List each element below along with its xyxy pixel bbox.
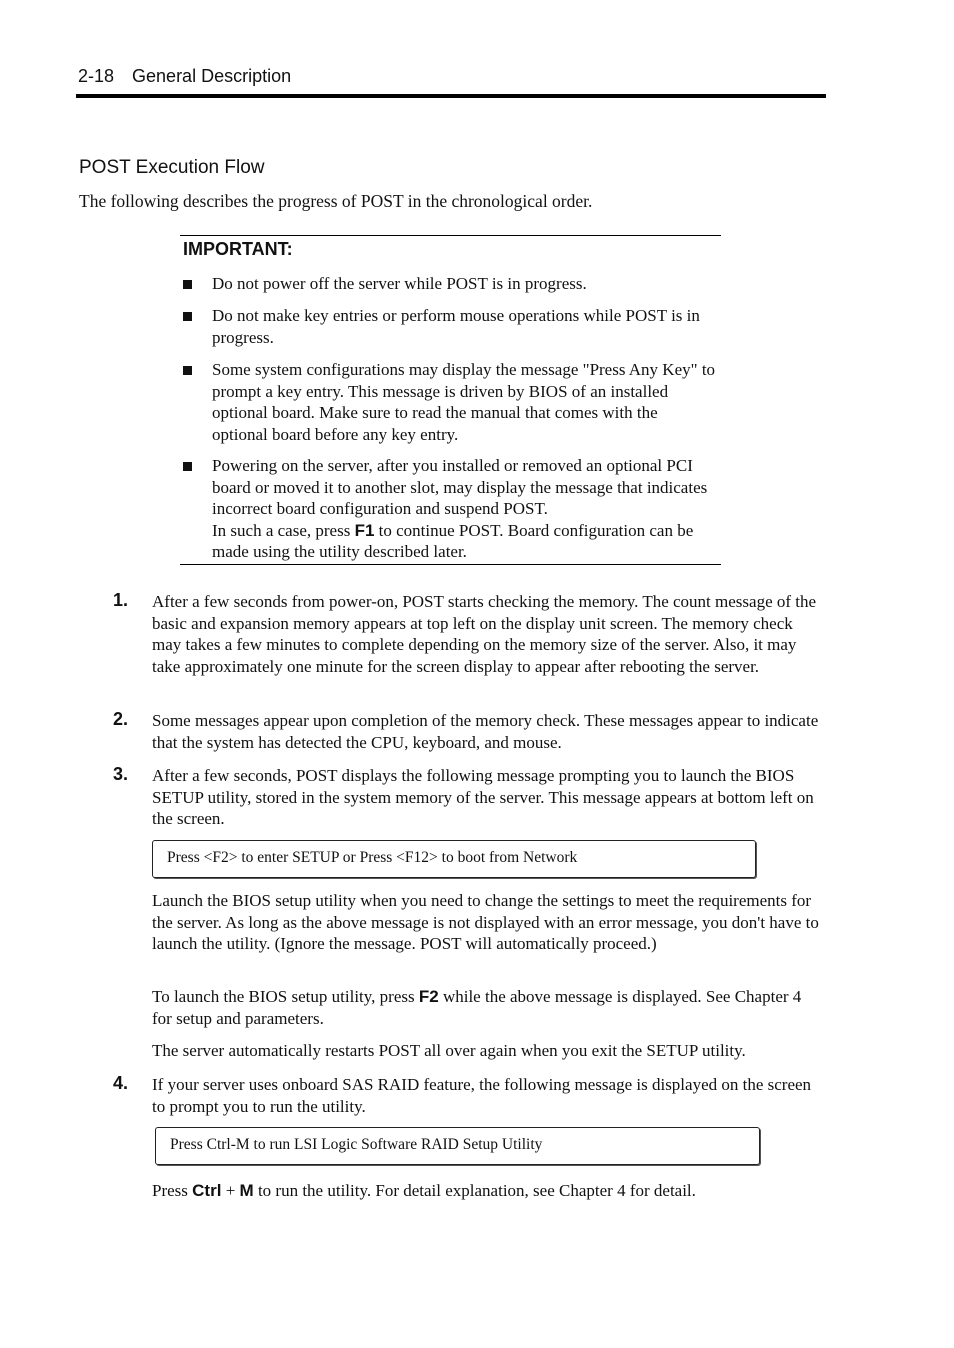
step-text: If your server uses onboard SAS RAID feature, the following message is displayed on the screen to prompt you to run the utility. [152, 1075, 812, 1116]
bullet-square-icon [183, 312, 192, 321]
section-title: POST Execution Flow [79, 157, 265, 178]
step-number: 1. [113, 590, 129, 610]
key-ctrl: Ctrl [192, 1181, 222, 1200]
important-box [180, 235, 721, 565]
key-f2: F2 [418, 987, 439, 1006]
step-paragraph: The server automatically restarts POST all over again when you exit the SETUP utility. [152, 1041, 746, 1060]
step-paragraph: To launch the BIOS setup utility, press F2 while the above message is displayed. See Chapter 4 for setup and parameters. [152, 987, 802, 1028]
step-text: After a few seconds, POST displays the following message prompting you to launch the BIOS SETUP utility, stored in the system memory of the server. This message appears at bottom left on the screen. [152, 766, 814, 828]
bullet-square-icon [183, 280, 192, 289]
important-bullet-continuation: In such a case, press F1 to continue POST. Board configuration can be made using the utility described later. [212, 520, 694, 561]
important-bullet: Do not power off the server while POST is in progress. [183, 273, 717, 295]
intro-paragraph: The following describes the progress of POST in the chronological order. [79, 191, 593, 211]
step-paragraph: Press Ctrl + M to run the utility. For detail explanation, see Chapter 4 for detail. [152, 1181, 696, 1200]
code-message: Press <F2> to enter SETUP or Press <F12> to boot from Network [167, 849, 578, 866]
important-bullet: Do not make key entries or perform mouse operations while POST is in progress. [183, 305, 717, 348]
step-number: 4. [113, 1073, 129, 1093]
header-section: General Description [132, 66, 292, 86]
step-text: Some messages appear upon completion of the memory check. These messages appear to indicate that the system has detected the CPU, keyboard, and mouse. [152, 711, 819, 752]
important-bullet: Some system configurations may display the message "Press Any Key" to prompt a key entry. This message is driven by BIOS of an installed optional board. Make sure to read the manual that comes with the optional board before any key entry. [183, 359, 717, 445]
step-number: 2. [113, 709, 129, 729]
step-paragraph: Launch the BIOS setup utility when you need to change the settings to meet the requirements for the server. As long as the above message is not displayed with an error message, you don't have to launch the utility. (Ignore the message. POST will automatically proceed.) [152, 891, 819, 953]
code-message-box [152, 840, 756, 878]
key-m: M [239, 1181, 254, 1200]
code-message: Press Ctrl-M to run LSI Logic Software RAID Setup Utility [170, 1136, 543, 1153]
bullet-square-icon [183, 462, 192, 471]
step-number: 3. [113, 764, 129, 784]
page-number: 2-18 [78, 66, 115, 86]
key-f1: F1 [354, 520, 375, 540]
important-bullet: Powering on the server, after you installed or removed an optional PCI board or moved it to another slot, may display the message that indicates incorrect board configuration and suspend POST. In such a case, press F1 to continue POST. Board configuration can be made using the utility described later. [183, 455, 717, 563]
step-text: After a few seconds from power-on, POST starts checking the memory. The count message of the basic and expansion memory appears at top left on the display unit screen. The memory check may takes a few minutes to complete depending on the memory size of the server. Also, it may take approximately one minute for the screen display to appear after rebooting the server. [152, 592, 817, 676]
page-header [78, 66, 291, 87]
bullet-square-icon [183, 366, 192, 375]
header-rule [76, 94, 826, 98]
code-message-box [155, 1127, 760, 1165]
important-title: IMPORTANT: [183, 239, 293, 259]
